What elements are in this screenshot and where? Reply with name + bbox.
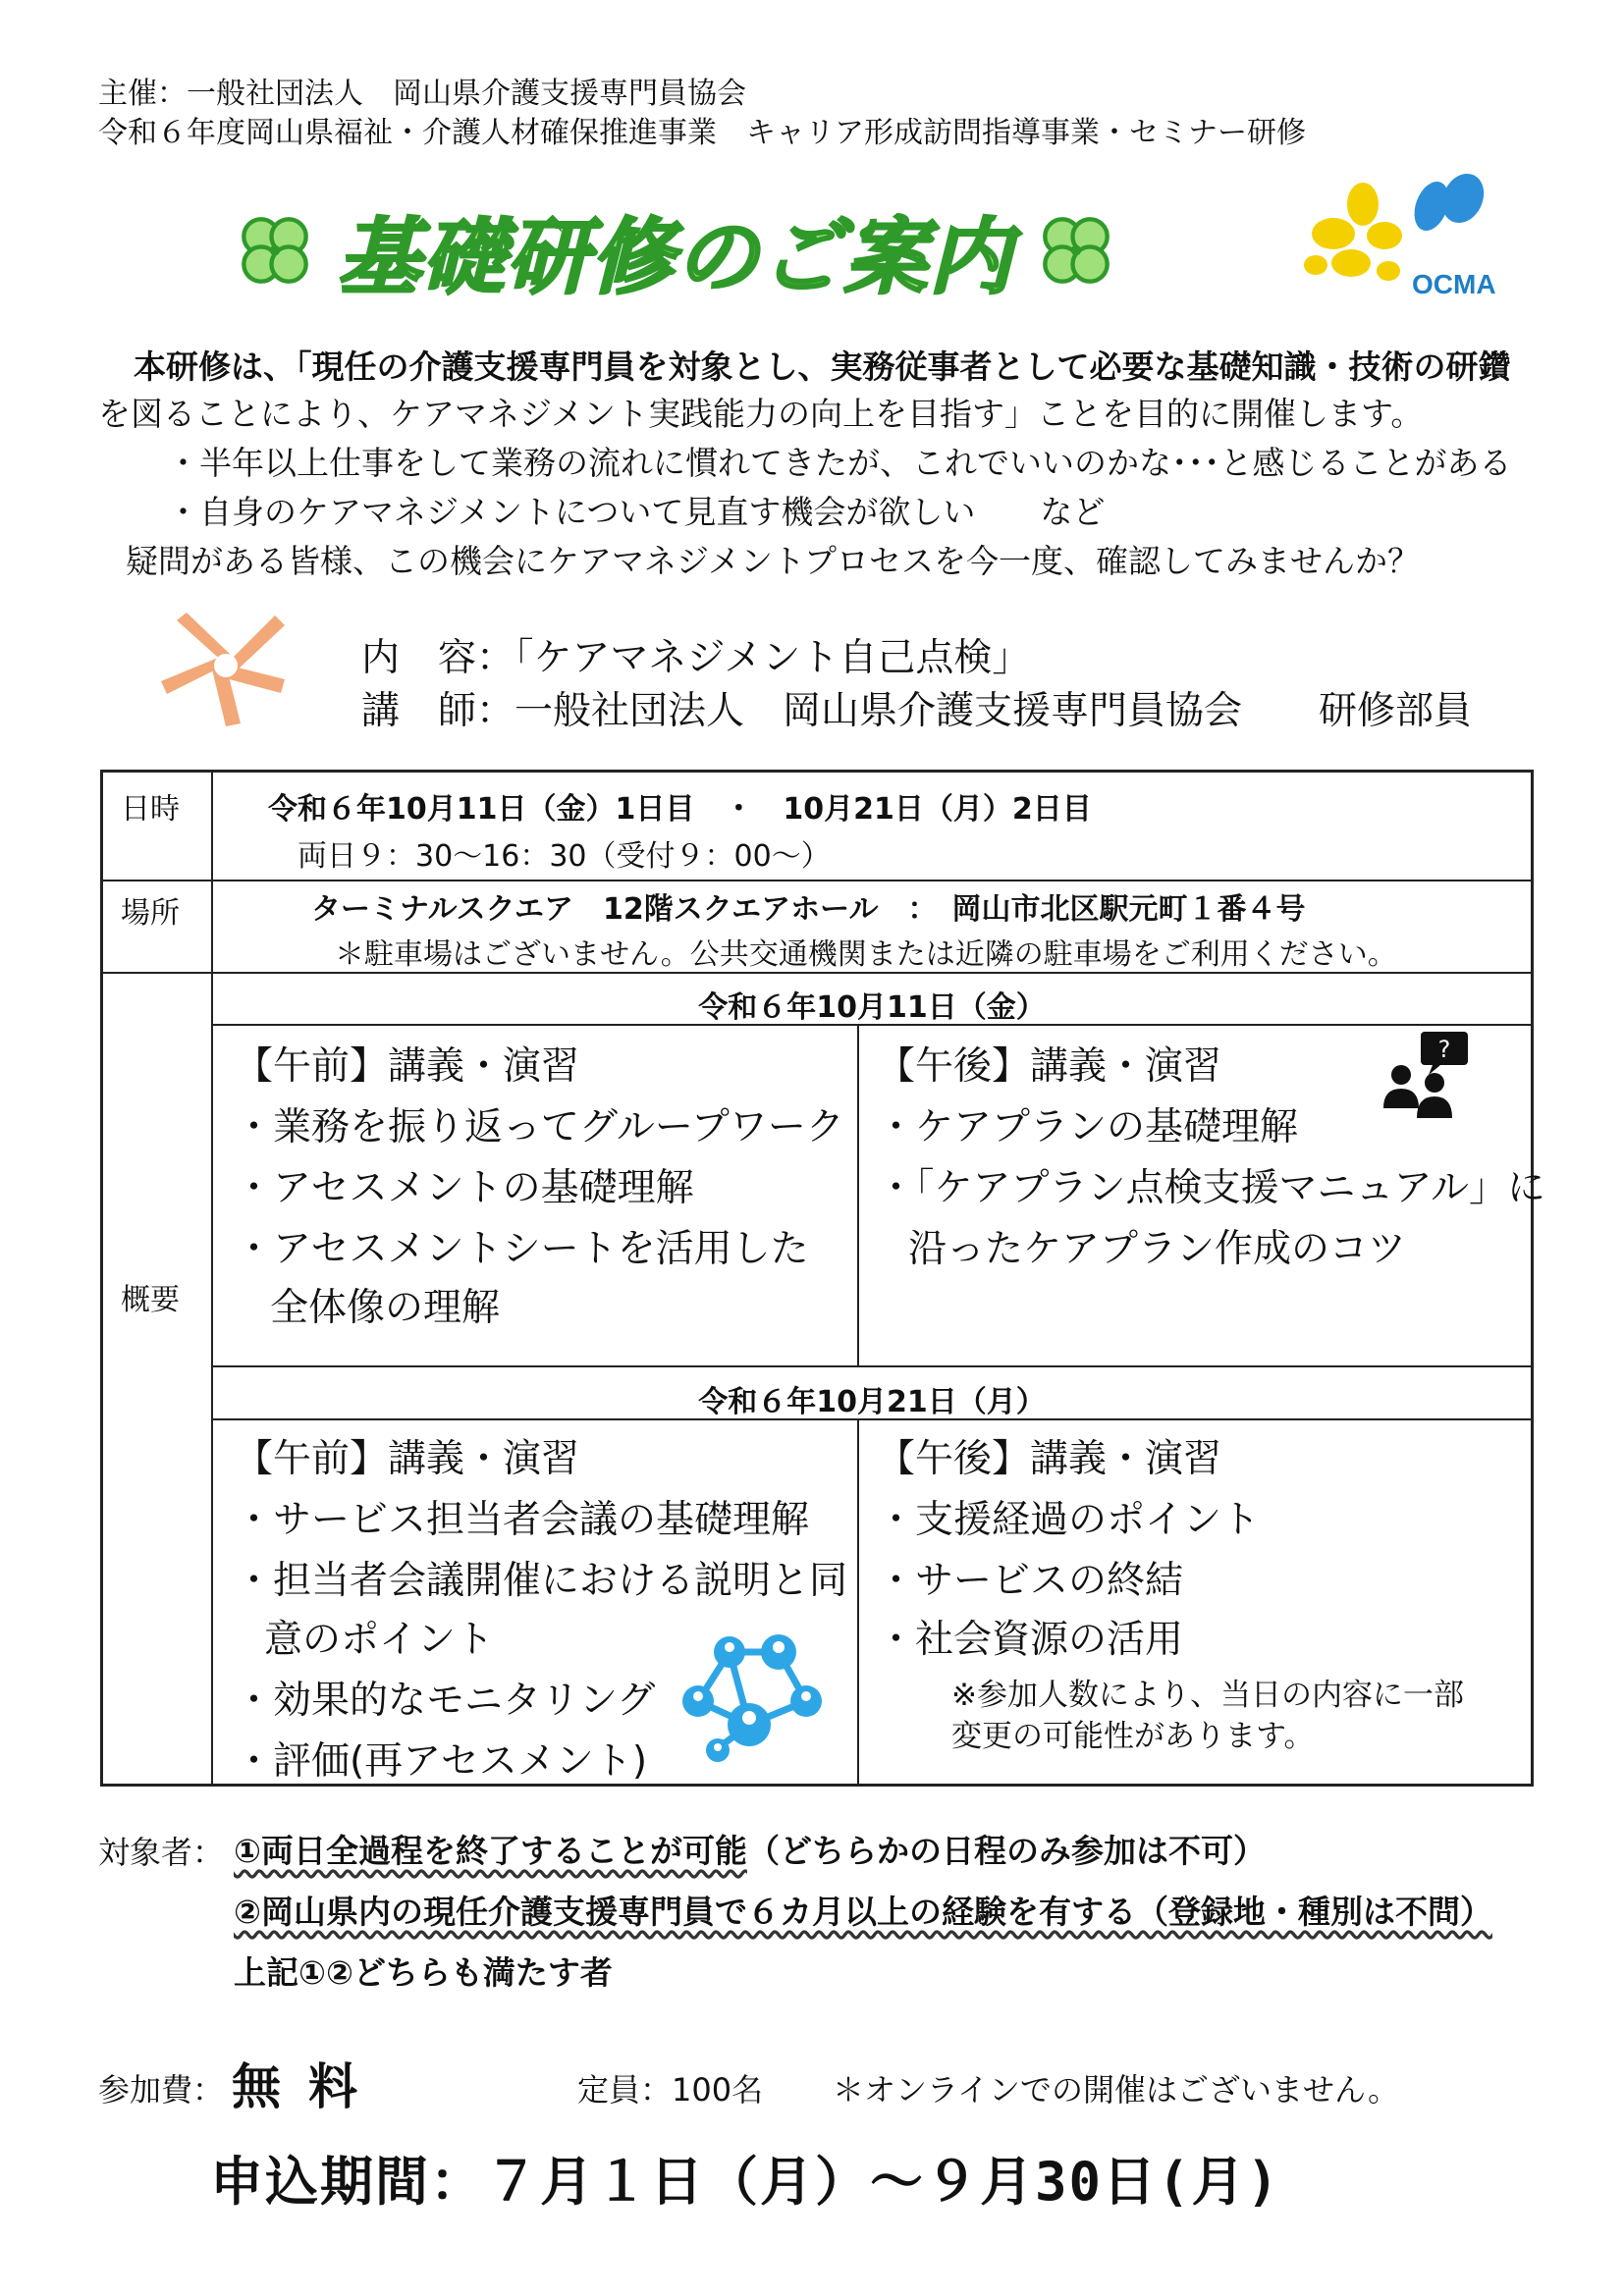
day1-am-title: 【午前】講義・演習 [235,1044,580,1089]
page-title: 基礎研修のご案内 [338,208,1014,305]
day1-am-item: ・アセスメントシートを活用した [235,1227,809,1271]
day1-date: 令和６年10月11日（金） [698,990,1046,1025]
application-period: 申込期間：７月１日（月）～９月30日(月) [210,2151,1281,2213]
svg-text:?: ? [1437,1036,1451,1063]
day1-am-item: 全体像の理解 [270,1286,501,1330]
clover-left-icon [232,207,318,294]
content-line: 内 容：「ケアマネジメント自己点検」 [361,636,1031,680]
day2-pm-item: ・支援経過のポイント [877,1498,1261,1542]
datetime-label: 日時 [121,792,180,827]
intro-line-2: を図ることにより、ケアマネジメント実践能力の向上を目指す」ことを目的に開催します。 [98,395,1424,433]
day2-am-item: 意のポイント [264,1618,495,1662]
day2-pm-title: 【午後】講義・演習 [877,1437,1222,1481]
intro-bullet-1: ・半年以上仕事をして業務の流れに慣れてきたが、これでいいのかな･･･と感じることがある [167,444,1512,482]
day1-am-item: ・業務を振り返ってグループワーク [235,1105,844,1149]
capacity: 定員：100名 [577,2071,764,2109]
target-item-1-main: ①両日全過程を終了することが可能 [234,1832,747,1870]
day2-pm-item: ・サービスの終結 [877,1559,1184,1603]
target-item-2: ②岡山県内の現任介護支援専門員で６カ月以上の経験を有する（登録地・種別は不問） [234,1893,1492,1931]
schedule-table [100,770,1545,1787]
datetime-line-2: 両日９：30～16：30（受付９：00～） [298,839,831,874]
day1-pm-item: ・ケアプランの基礎理解 [877,1105,1299,1149]
day2-am-title: 【午前】講義・演習 [235,1437,580,1481]
fee-label: 参加費： [98,2071,225,2109]
day2-am-item: ・効果的なモニタリング [235,1679,656,1723]
place-line-2: ＊駐車場はございません。公共交通機関または近隣の駐車場をご利用ください。 [335,937,1397,972]
organizer-line: 主催：一般社団法人 岡山県介護支援専門員協会 [98,77,746,111]
target-item-3: 上記①②どちらも満たす者 [234,1953,613,1992]
day1-pm-item: 沿ったケアプラン作成のコツ [908,1227,1407,1271]
clover-right-icon [1033,207,1119,294]
target-label: 対象者： [98,1834,225,1871]
target-item-1-suffix: （どちらかの日程のみ参加は不可） [746,1832,1266,1870]
overview-label: 概要 [121,1283,180,1317]
day2-pm-item: ・社会資源の活用 [877,1618,1184,1662]
online-note: ＊オンラインでの開催はございません。 [833,2071,1399,2109]
day2-am-item: ・サービス担当者会議の基礎理解 [235,1498,810,1542]
day2-am-item: ・評価(再アセスメント) [235,1739,648,1784]
discussion-icon [1381,1030,1472,1120]
day1-pm-title: 【午後】講義・演習 [877,1044,1222,1089]
intro-bullet-2: ・自身のケアマネジメントについて見直す機会が欲しい など [167,493,1106,531]
lecturer-line: 講 師：一般社団法人 岡山県介護支援専門員協会 研修部員 [361,689,1473,733]
hands-together-icon [157,601,295,728]
day2-am-item: ・担当者会議開催における説明と同 [235,1559,848,1603]
change-note-2: 変更の可能性があります。 [951,1719,1315,1754]
place-label: 場所 [121,896,180,931]
day1-am-item: ・アセスメントの基礎理解 [235,1166,694,1210]
day2-date: 令和６年10月21日（月） [698,1385,1046,1419]
datetime-line-1: 令和６年10月11日（金）1日目 ・ 10月21日（月）2日目 [268,792,1092,827]
day1-pm-item: ・「ケアプラン点検支援マニュアル」に [877,1166,1545,1210]
program-line: 令和６年度岡山県福祉・介護人材確保推進事業 キャリア形成訪問指導事業・セミナー研修 [98,116,1306,150]
intro-line-3: 疑問がある皆様、この機会にケアマネジメントプロセスを今一度、確認してみませんか？ [126,542,1421,580]
network-icon [669,1623,838,1766]
place-line-1: ターミナルスクエア 12階スクエアホール ： 岡山市北区駅元町１番４号 [311,892,1306,927]
title-block [232,187,1119,314]
change-note-1: ※参加人数により、当日の内容に一部 [951,1678,1464,1713]
intro-line-1: 本研修は、「現任の介護支援専門員を対象とし、実務従事者として必要な基礎知識・技術の研鑽 [134,347,1511,386]
target-item-1 [234,1826,1266,1872]
logo-text: OCMA [1412,269,1496,299]
fee-value: 無料 [232,2058,385,2115]
